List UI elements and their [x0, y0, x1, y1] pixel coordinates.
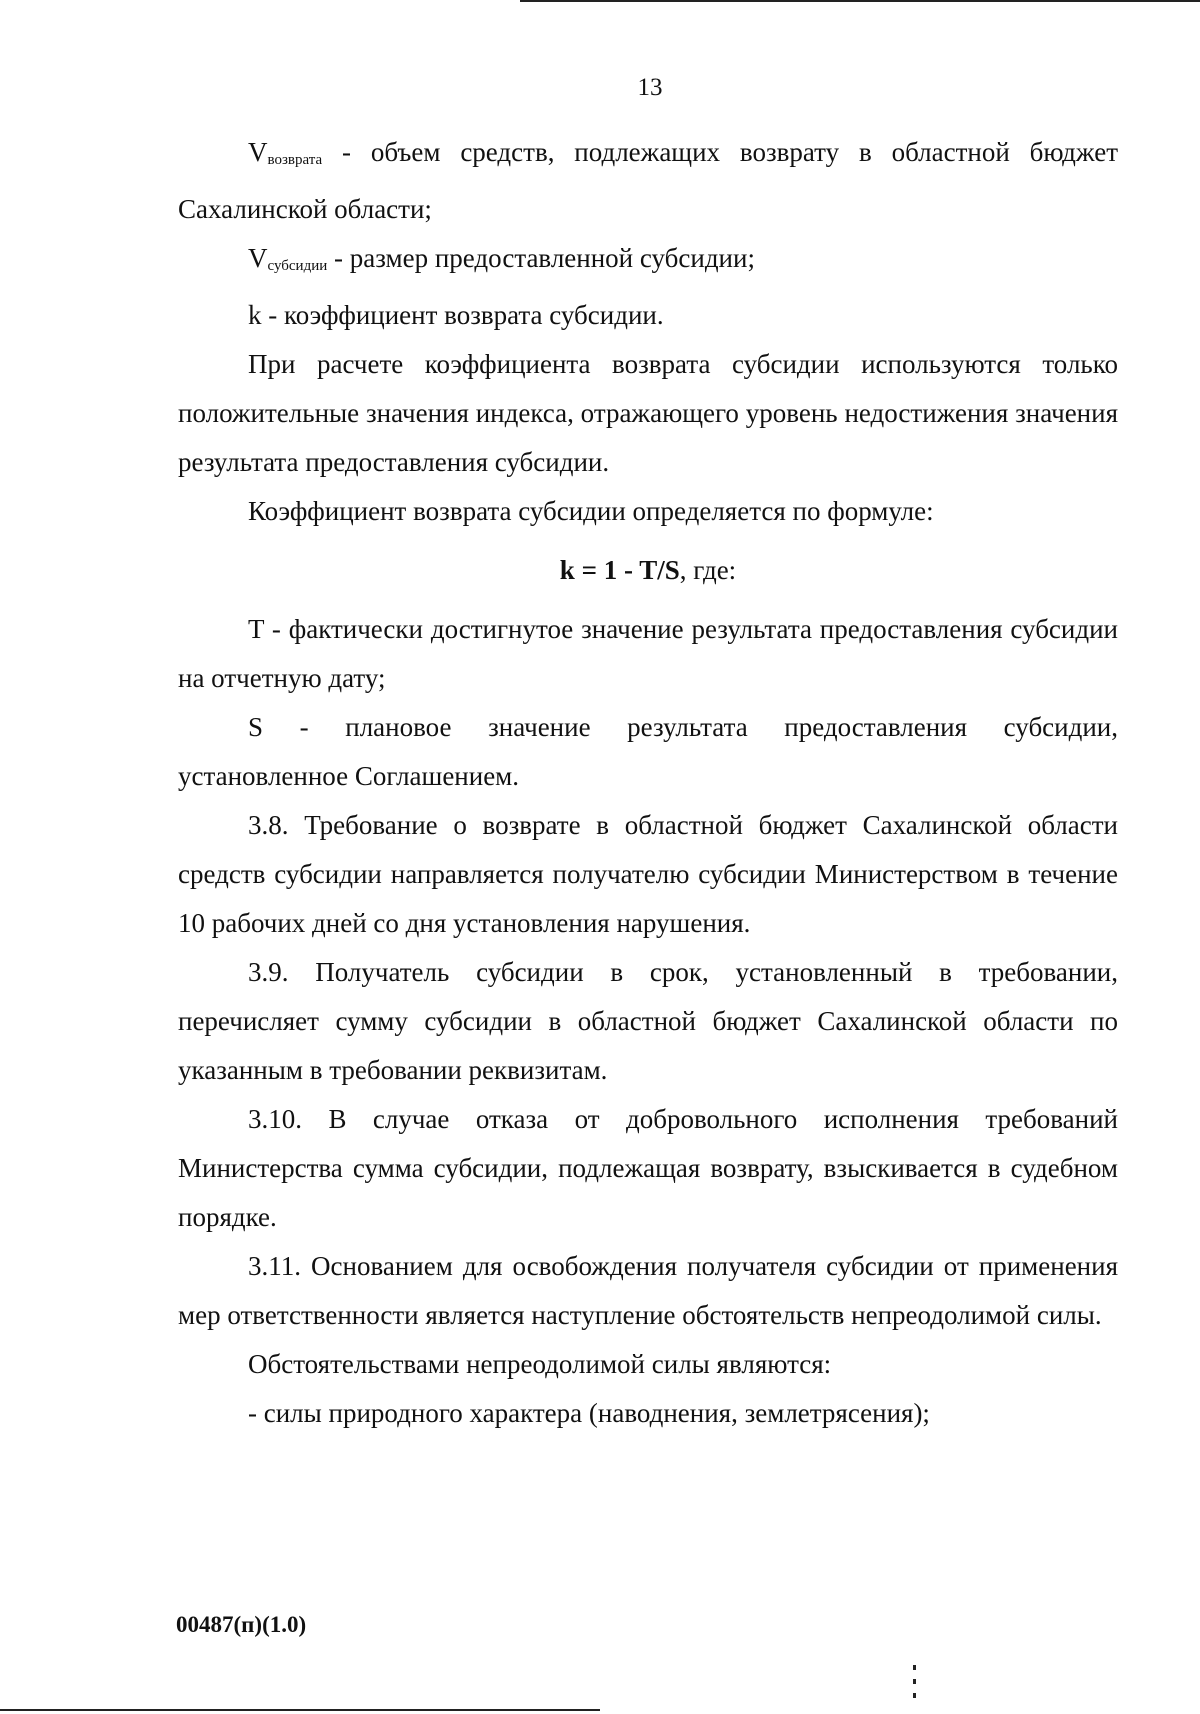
subscript-return: возврата: [267, 152, 323, 168]
paragraph-formula-intro: Коэффициент возврата субсидии определяется по формуле:: [248, 496, 934, 526]
formula: [178, 546, 1118, 595]
spacer: [178, 536, 1118, 546]
paragraph-3-9: 3.9. Получатель субсидии в срок, установленный в требовании, перечисляет сумму субсидии в областной бюджет Сахалинской области по указанным в требовании реквизитам.: [178, 957, 1118, 1085]
definition-k: k - коэффициент возврата субсидии.: [248, 300, 664, 330]
symbol-v: V: [248, 137, 268, 167]
bottom-scan-line: [0, 1709, 600, 1711]
definition-text: - размер предоставленной субсидии;: [327, 243, 755, 273]
subscript-subsidy: субсидии: [267, 258, 328, 274]
paragraph-3-10: 3.10. В случае отказа от добровольного исполнения требований Министерства сумма субсидии, подлежащая возврату, взыскивается в судебном порядке.: [178, 1104, 1118, 1232]
paragraph-3-11: 3.11. Основанием для освобождения получателя субсидии от применения мер ответственности является наступление обстоятельств непреодолимой силы.: [178, 1251, 1118, 1330]
paragraph-3-8: 3.8. Требование о возврате в областной бюджет Сахалинской области средств субсидии направляется получателю субсидии Министерством в течение 10 рабочих дней со дня установления нарушения.: [178, 810, 1118, 938]
page-number: 13: [637, 74, 663, 101]
symbol-v: V: [248, 243, 268, 273]
definition-text: - объем средств, подлежащих возврату в областной бюджет Сахалинской области;: [178, 137, 1118, 224]
definition-v-subsidy: [178, 234, 1118, 291]
scan-marks: [913, 1665, 916, 1710]
paragraph-force-majeure: Обстоятельствами непреодолимой силы являются:: [248, 1349, 832, 1379]
formula-expression: k = 1 - T/S: [559, 555, 680, 585]
list-item-natural-forces: - силы природного характера (наводнения, землетрясения);: [248, 1398, 930, 1428]
formula-suffix: , где:: [679, 555, 737, 585]
definition-v-return: [178, 128, 1118, 234]
document-body: [178, 128, 1118, 1438]
definition-s-line2: установленное Соглашением.: [178, 761, 520, 791]
top-scan-line: [520, 0, 1200, 2]
definition-s-line1: S - плановое значение результата предоставления субсидии,: [248, 712, 1118, 742]
spacer: [178, 595, 1118, 605]
document-code: 00487(п)(1.0): [176, 1612, 307, 1637]
definition-t: T - фактически достигнутое значение результата предоставления субсидии на отчетную дату;: [178, 614, 1118, 693]
paragraph-calculation: При расчете коэффициента возврата субсидии используются только положительные значения индекса, отражающего уровень недостижения значения результата предоставления субсидии.: [178, 349, 1118, 477]
